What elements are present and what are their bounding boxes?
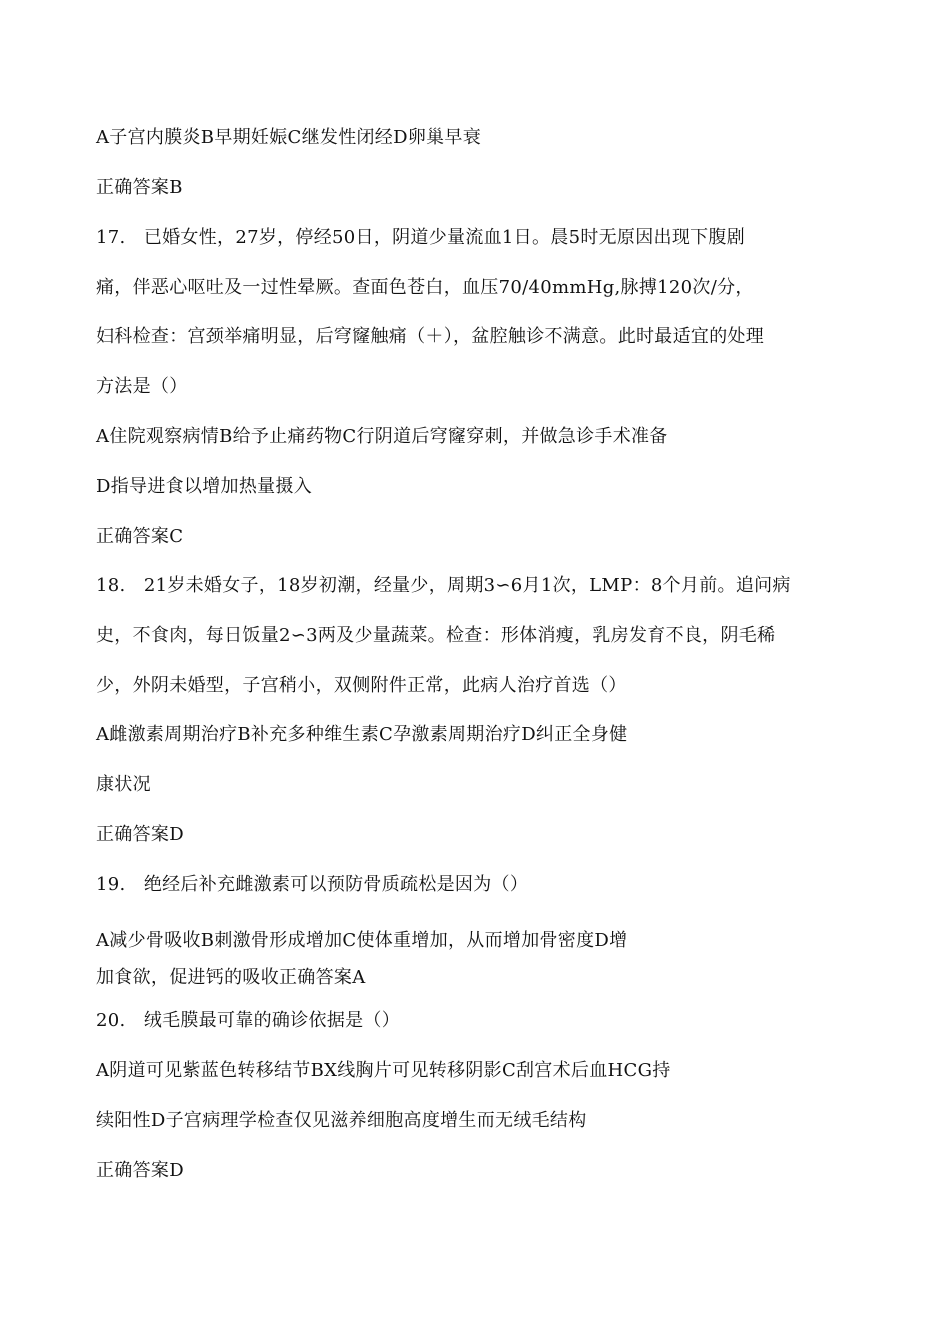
q19-stem: 19. 绝经后补充雌激素可以预防骨质疏松是因为（） [96, 874, 529, 895]
q19-options-line-2: 加食欲，促进钙的吸收正确答案A [96, 967, 366, 988]
q16-answer: 正确答案B [96, 177, 183, 198]
q20-options-line-1: A阴道可见紫蓝色转移结节BX线胸片可见转移阴影C刮宫术后血HCG持 [96, 1060, 671, 1081]
q17-stem-line-2: 痛，伴恶心呕吐及一过性晕厥。查面色苍白，血压70/40mmHg,脉搏120次/分， [96, 277, 754, 298]
q18-options-line-2: 康状况 [96, 774, 151, 795]
q19-options-line-1: A减少骨吸收B刺激骨形成增加C使体重增加，从而增加骨密度D增 [96, 930, 628, 951]
q17-stem-line-1: 17. 已婚女性，27岁，停经50日，阴道少量流血1日。晨5时无原因出现下腹剧 [96, 227, 746, 248]
q16-options: A子宫内膜炎B早期妊娠C继发性闭经D卵巢早衰 [96, 127, 482, 148]
q18-stem-line-3: 少，外阴未婚型，子宫稍小，双侧附件正常，此病人治疗首选（） [96, 675, 627, 696]
q17-options-line-2: D指导进食以增加热量摄入 [96, 476, 313, 497]
q20-answer: 正确答案D [96, 1160, 184, 1181]
q17-answer: 正确答案C [96, 526, 184, 547]
q18-stem-line-1: 18. 21岁未婚女子，18岁初潮，经量少，周期3∽6月1次，LMP：8个月前。追问病 [96, 575, 791, 596]
q17-stem-line-4: 方法是（） [96, 376, 188, 397]
q20-stem: 20. 绒毛膜最可靠的确诊依据是（） [96, 1010, 401, 1031]
q18-options-line-1: A雌激素周期治疗B补充多种维生素C孕激素周期治疗D纠正全身健 [96, 724, 628, 745]
q18-answer: 正确答案D [96, 824, 184, 845]
q17-stem-line-3: 妇科检查：宫颈举痛明显，后穹窿触痛（＋），盆腔触诊不满意。此时最适宜的处理 [96, 326, 765, 347]
q20-options-line-2: 续阳性D子宫病理学检查仅见滋养细胞高度增生而无绒毛结构 [96, 1110, 587, 1131]
q18-stem-line-2: 史，不食肉，每日饭量2∽3两及少量蔬菜。检查：形体消瘦，乳房发育不良，阴毛稀 [96, 625, 776, 646]
q17-options-line-1: A住院观察病情B给予止痛药物C行阴道后穹窿穿刺，并做急诊手术准备 [96, 426, 668, 447]
